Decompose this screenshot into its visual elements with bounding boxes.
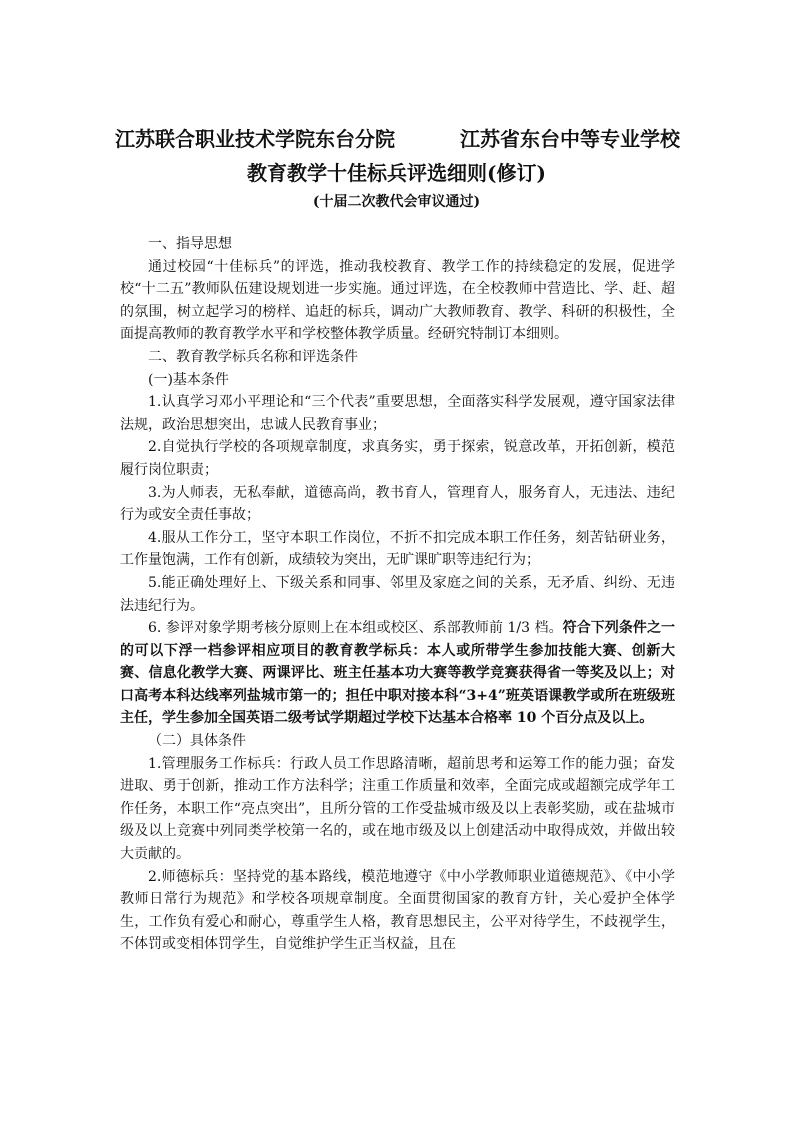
school-name-primary: 江苏联合职业技术学院东台分院 xyxy=(115,127,395,151)
item-6-lead-text: 6. 参评对象学期考核分原则上在本组或校区、系部教师前 1/3 档。 xyxy=(148,620,563,637)
paragraph-guiding-ideology: 通过校园“十佳标兵”的评选，推动我校教育、教学工作的持续稳定的发展，促进学校“十二五”教师队伍建设规划进一步实施。通过评选，在全校教师中营造比、学、赶、超的氛围，树立起学习的榜样、追赶的标兵，调动广大教师教育、教学、科研的积极性，全面提高教师的教育教学水平和学校整体教学质量。经研究特制订本细则。 xyxy=(120,258,675,343)
basic-condition-item: 5.能正确处理好上、下级关系和同事、邻里及家庭之间的关系，无矛盾、纠纷、无违法违纪行为。 xyxy=(120,574,675,614)
document-subtitle: (十届二次教代会审议通过) xyxy=(312,194,481,210)
basic-condition-item: 1.认真学习邓小平理论和“三个代表”重要思想，全面落实科学发展观，遵守国家法律法规，政治思想突出，忠诚人民教育事业； xyxy=(120,394,675,433)
section-heading-criteria: 二、教育教学标兵名称和评选条件 xyxy=(148,348,358,365)
document-body xyxy=(120,233,675,956)
section-heading-guiding-ideology: 一、指导思想 xyxy=(148,236,232,252)
document-header-schools xyxy=(115,124,680,154)
subsection-heading-specific: （二）具体条件 xyxy=(148,733,246,750)
subsection-heading-basic: (一)基本条件 xyxy=(148,371,229,388)
item-6-bold-text: 符合下列条件之一的可以下浮一档参评相应项目的教育教学标兵：本人或所带学生参加技能大赛、创新大赛、信息化教学大赛、两课评比、班主任基本功大赛等教学竞赛获得省一等奖及以上；对口高考本科达线率列盐城市第一的；担任中职对接本科“3+4”班英语课教学或所在班级班主任，学生参加全国英语二级考试学期超过学校下达基本合格率 10 个百分点及以上。 xyxy=(120,620,675,727)
basic-condition-item-6 xyxy=(120,617,675,730)
school-name-secondary: 江苏省东台中等专业学校 xyxy=(460,127,680,151)
basic-condition-item: 4.服从工作分工，坚守本职工作岗位，不折不扣完成本职工作任务，刻苦钻研业务，工作量饱满，工作有创新，成绩较为突出，无旷课旷职等违纪行为； xyxy=(120,529,675,569)
basic-condition-item: 2.自觉执行学校的各项规章制度，求真务实，勇于探索，锐意改革，开拓创新，模范履行岗位职责； xyxy=(120,439,675,478)
specific-condition-item: 2.师德标兵：坚持党的基本路线，模范地遵守《中小学教师职业道德规范》、《中小学教师日常行为规范》和学校各项规章制度。全面贯彻国家的教育方针，关心爱护全体学生，工作负有爱心和耐心，尊重学生人格，教育思想民主，公平对待学生，不歧视学生，不体罚或变相体罚学生，自觉维护学生正当权益，且在 xyxy=(120,868,675,953)
specific-condition-item: 1.管理服务工作标兵：行政人员工作思路清晰，超前思考和运筹工作的能力强；奋发进取、勇于创新，推动工作方法科学；注重工作质量和效率，全面完成或超额完成学年工作任务，本职工作“亮点突出”，且所分管的工作受盐城市级及以上表彰奖励，或在盐城市级及以上竞赛中列同类学校第一名的，或在地市级及以上创建活动中取得成效，并做出较大贡献的。 xyxy=(120,755,675,863)
document-title: 教育教学十佳标兵评选细则(修订) xyxy=(247,161,546,185)
basic-condition-item: 3.为人师表，无私奉献，道德高尚，教书育人，管理育人，服务育人，无违法、违纪行为或安全责任事故； xyxy=(120,484,675,524)
